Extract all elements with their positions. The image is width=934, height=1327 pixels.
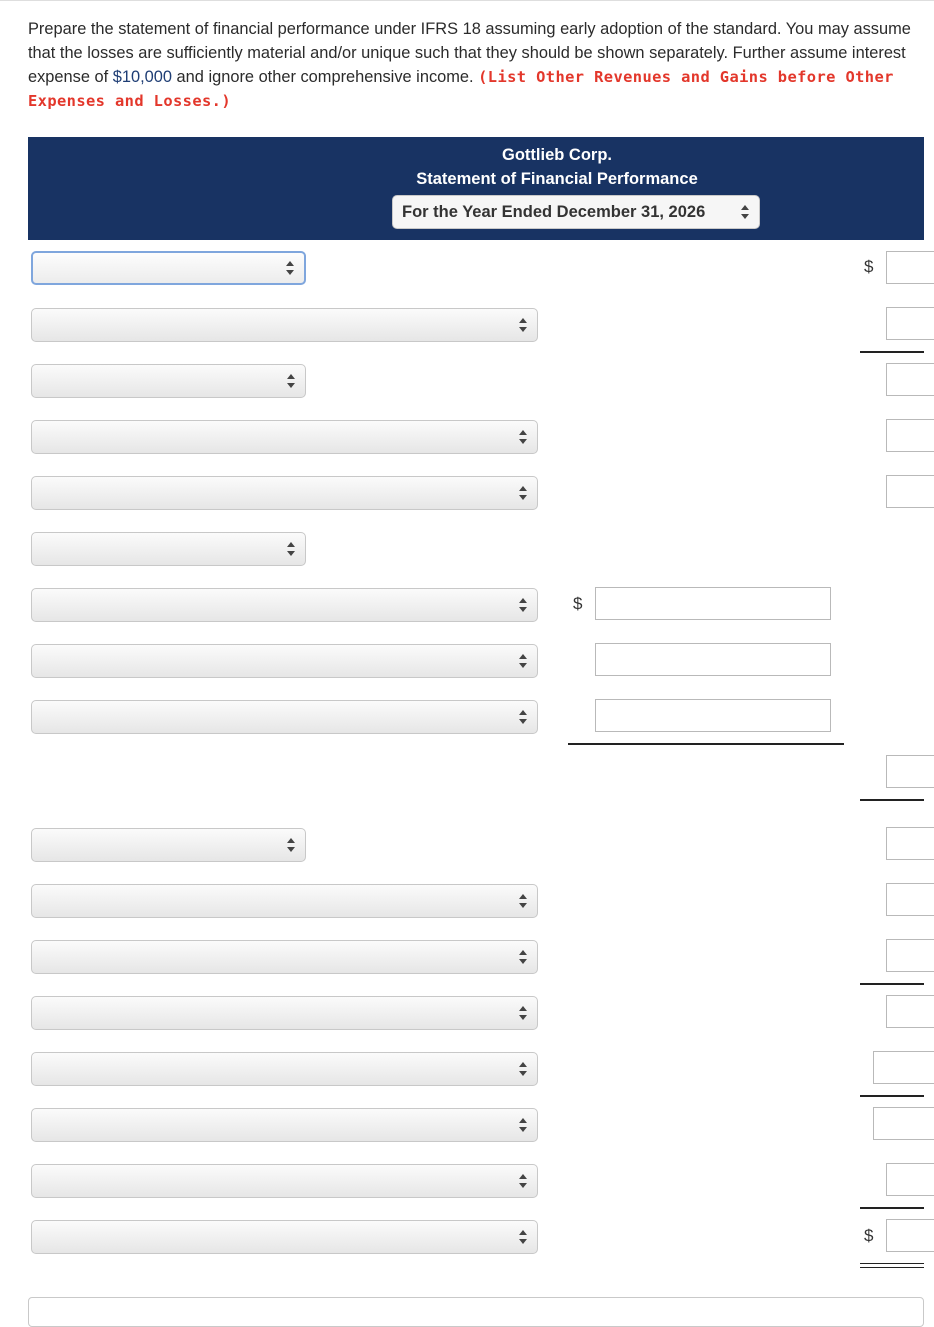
account-select[interactable] [31,1108,538,1142]
top-divider [0,0,934,1]
updown-arrows-icon [519,486,528,500]
account-select[interactable] [31,588,538,622]
instructions-note: (List Other Revenues and Gains before Other Expenses and Losses.) [28,68,894,110]
amount-input[interactable] [886,363,934,396]
amount-input[interactable] [886,939,934,972]
account-select[interactable] [31,308,538,342]
updown-arrows-icon [286,261,295,275]
updown-arrows-icon [519,894,528,908]
updown-arrows-icon [519,318,528,332]
account-select[interactable] [31,828,306,862]
dollar-sign: $ [864,257,874,276]
amount-input[interactable] [873,1051,934,1084]
subtotal-rule [860,351,924,353]
account-select[interactable] [31,700,538,734]
amount-input[interactable] [595,587,831,620]
subtotal-rule [568,743,844,745]
period-select[interactable] [392,195,760,229]
updown-arrows-icon [287,374,296,388]
account-select[interactable] [31,532,306,566]
account-select[interactable] [31,420,538,454]
amount-input[interactable] [873,1107,934,1140]
subtotal-rule [860,1207,924,1209]
amount-input[interactable] [886,1163,934,1196]
amount-input[interactable] [886,475,934,508]
amount-input[interactable] [595,699,831,732]
account-select[interactable] [31,251,306,285]
amount-input[interactable] [595,643,831,676]
updown-arrows-icon [519,1118,528,1132]
account-select[interactable] [31,884,538,918]
period-select-value: For the Year Ended December 31, 2026 [402,203,706,221]
updown-arrows-icon [519,1062,528,1076]
amount-input[interactable] [886,827,934,860]
account-select[interactable] [31,1220,538,1254]
updown-arrows-icon [519,1230,528,1244]
amount-input[interactable] [886,419,934,452]
updown-arrows-icon [519,1006,528,1020]
instructions-text: Prepare the statement of financial performance under IFRS 18 assuming early adoption of the standard. You may assume that the losses are sufficiently material and/or unique such that they should be shown separately. Further assume interest expense of $10,000 and ignore other comprehensive income. (List Other Revenues and Gains before Other Expenses and Losses.) [28,20,911,110]
dollar-sign: $ [864,1226,874,1245]
account-select[interactable] [31,1164,538,1198]
company-name: Gottlieb Corp. [502,146,612,164]
subtotal-rule [860,983,924,985]
updown-arrows-icon [519,654,528,668]
account-select[interactable] [31,476,538,510]
statement-title: Statement of Financial Performance [416,170,698,188]
interest-amount: $10,000 [112,68,172,86]
account-select[interactable] [31,364,306,398]
amount-input[interactable] [886,1219,934,1252]
account-select[interactable] [31,940,538,974]
subtotal-rule [860,1095,924,1097]
updown-arrows-icon [287,838,296,852]
account-select[interactable] [31,644,538,678]
amount-input[interactable] [886,251,934,284]
subtotal-rule [860,799,924,801]
account-select[interactable] [31,1052,538,1086]
dollar-sign: $ [573,594,583,613]
updown-arrows-icon [519,950,528,964]
amount-input[interactable] [886,755,934,788]
updown-arrows-icon [741,205,750,219]
account-select[interactable] [31,996,538,1030]
updown-arrows-icon [519,1174,528,1188]
updown-arrows-icon [519,430,528,444]
amount-input[interactable] [886,307,934,340]
updown-arrows-icon [519,598,528,612]
updown-arrows-icon [519,710,528,724]
updown-arrows-icon [287,542,296,556]
next-section-box [28,1297,924,1327]
amount-input[interactable] [886,995,934,1028]
amount-input[interactable] [886,883,934,916]
total-double-rule [860,1263,924,1268]
